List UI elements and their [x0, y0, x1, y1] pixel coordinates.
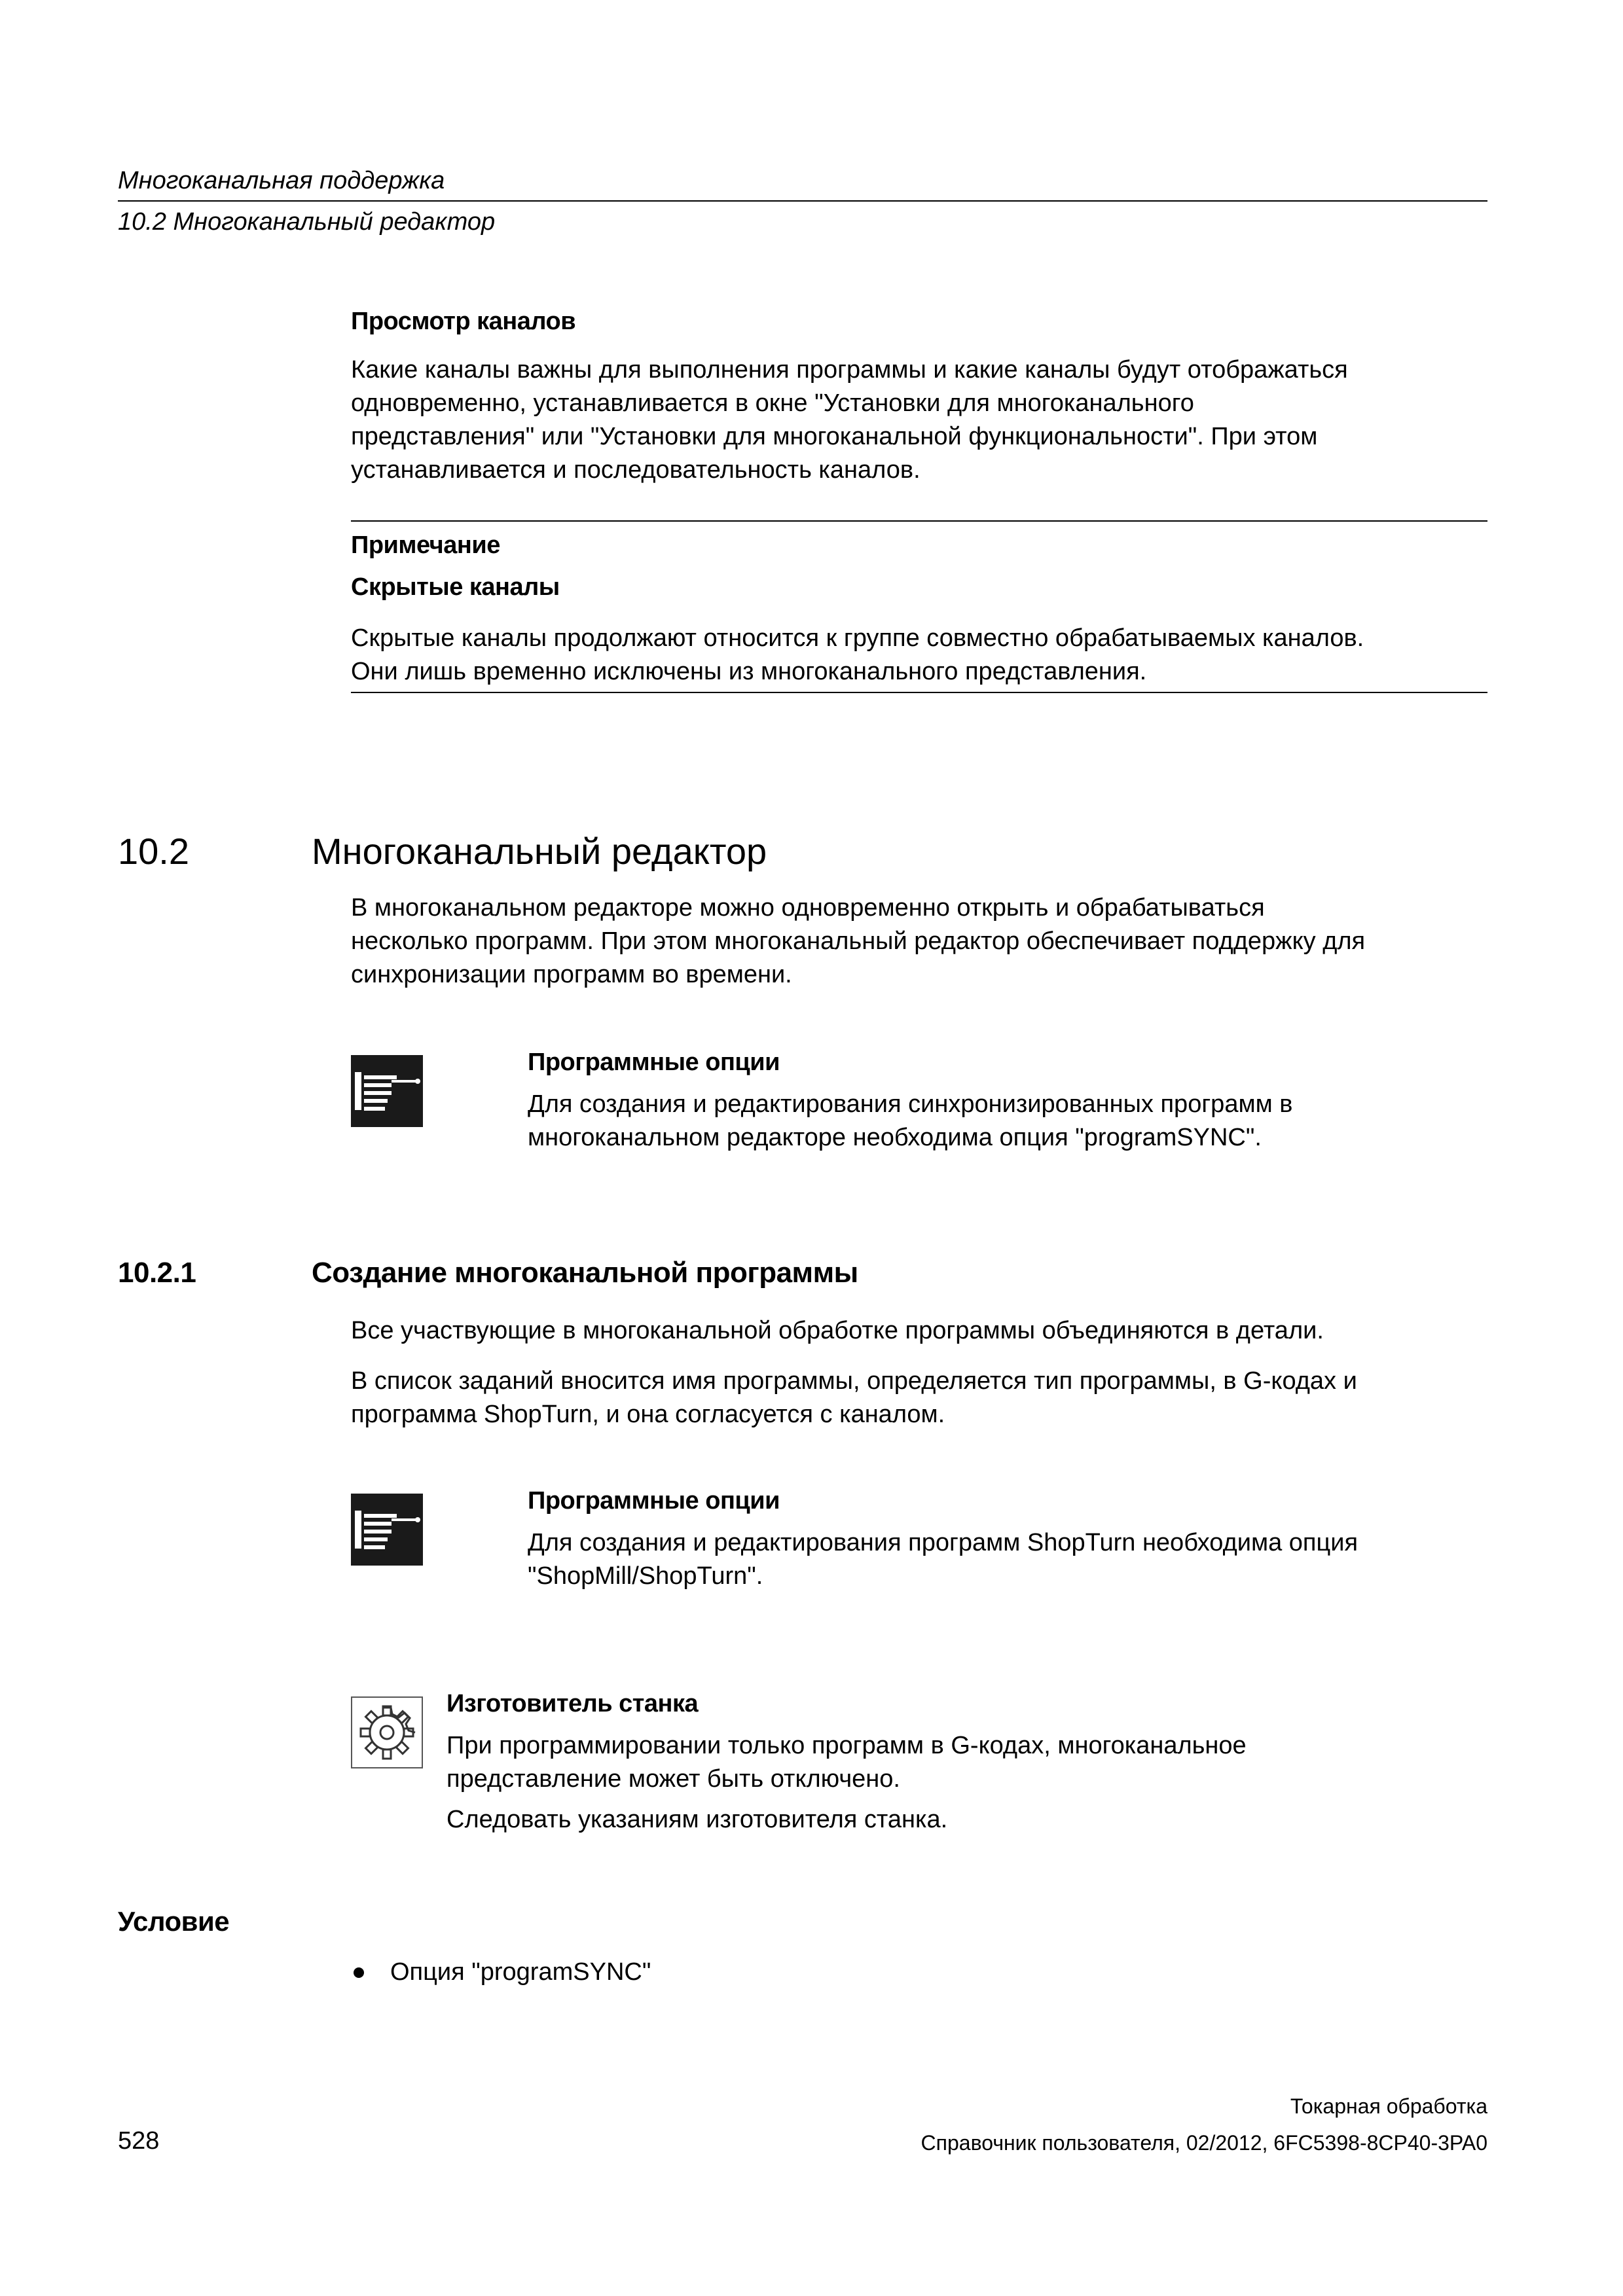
channel-view-heading: Просмотр каналов — [351, 308, 576, 335]
condition-list — [351, 1956, 1490, 1989]
note-title: Скрытые каналы — [351, 573, 560, 601]
manufacturer-text: При программировании только программ в G-кодах, многоканальное представление может быть отключено. — [447, 1732, 1247, 1793]
subsection-title: Создание многоканальной программы — [312, 1257, 858, 1289]
subsection-text-2: В список заданий вносится имя программы, определяется тип программы, в G-кодах и программа ShopTurn, и она согласуется с каналом. — [351, 1367, 1357, 1428]
footer-edition: Справочник пользователя, 02/2012, 6FC5398-8CP40-3PA0 — [921, 2131, 1487, 2155]
option-title: Программные опции — [528, 1487, 780, 1515]
condition-heading: Условие — [118, 1906, 230, 1937]
subsection-text-1: Все участвующие в многоканальной обработке программы объединяются в детали. — [351, 1317, 1324, 1344]
note-label: Примечание — [351, 531, 500, 559]
pointing-hand-icon — [351, 1055, 423, 1127]
bullet-icon — [354, 1967, 364, 1978]
condition-item-text: Опция "programSYNC" — [390, 1958, 651, 1986]
option-text: Для создания и редактирования программ ShopTurn необходима опция "ShopMill/ShopTurn". — [528, 1529, 1359, 1590]
section-intro-text: В многоканальном редакторе можно одновременно открыть и обрабатываться несколько программ. При этом многоканальный редактор обеспечивает поддержку для синхронизации программ во времени. — [351, 894, 1366, 988]
footer-book-title: Токарная обработка — [1290, 2094, 1487, 2118]
channel-view-text: Какие каналы важны для выполнения программы и какие каналы будут отображаться одновременно, устанавливается в окне "Установки для многоканального представления" или "Установки для многоканальной функциональности". При этом устанавливается и последовательность каналов. — [351, 356, 1348, 484]
note-top-rule — [351, 520, 1487, 522]
pointing-hand-icon — [351, 1494, 423, 1566]
running-header-section: 10.2 Многоканальный редактор — [118, 208, 496, 236]
subsection-number: 10.2.1 — [118, 1257, 196, 1289]
section-number: 10.2 — [118, 831, 189, 872]
running-header-chapter: Многоканальная поддержка — [118, 167, 445, 194]
page-number: 528 — [118, 2127, 160, 2155]
option-text: Для создания и редактирования синхронизированных программ в многоканальном редакторе необходима опция "programSYNC". — [528, 1090, 1293, 1151]
note-bottom-rule — [351, 692, 1487, 693]
manufacturer-text-2: Следовать указаниям изготовителя станка. — [447, 1806, 948, 1833]
gear-icon — [351, 1696, 423, 1768]
list-item — [351, 1956, 1490, 1989]
manufacturer-title: Изготовитель станка — [447, 1690, 699, 1717]
note-text: Скрытые каналы продолжают относится к группе совместно обрабатываемых каналов. Они лишь временно исключены из многоканального представления. — [351, 624, 1364, 685]
header-rule — [118, 200, 1487, 202]
option-title: Программные опции — [528, 1049, 780, 1076]
section-title: Многоканальный редактор — [312, 831, 767, 872]
